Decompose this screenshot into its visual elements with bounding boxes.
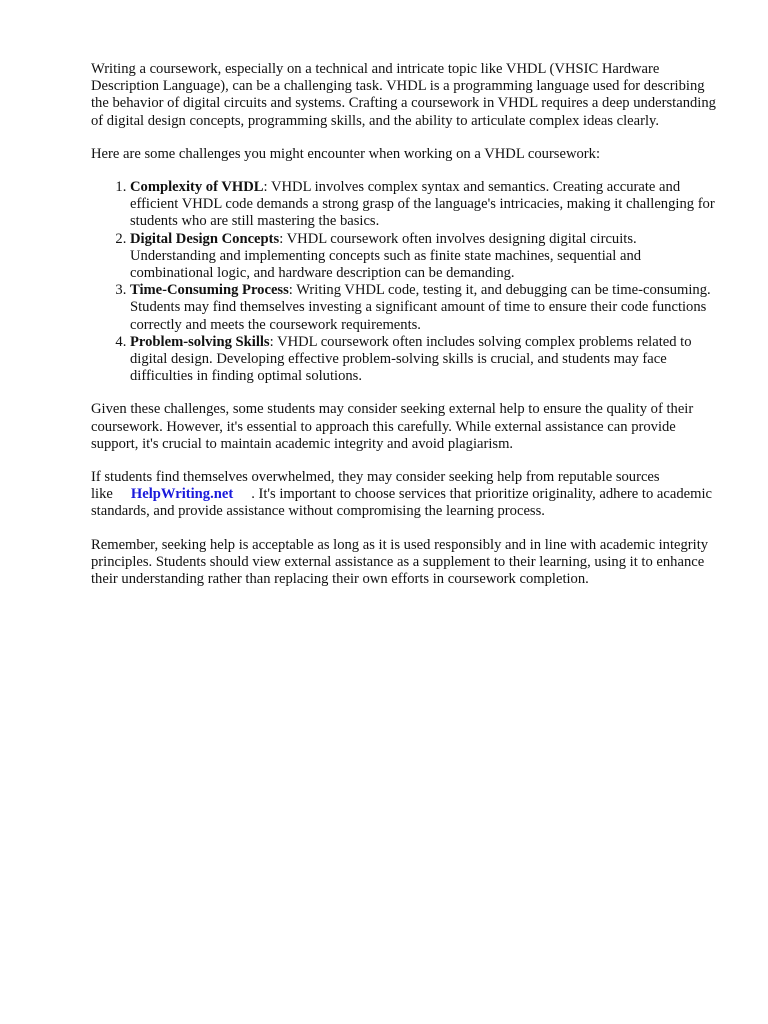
help-text-before: If students find themselves overwhelmed, they may consider seeking help from reputable sources like xyxy=(91,469,660,503)
challenge-text: : VHDL coursework often includes solving complex problems related to digital design. Developing effective problem-solving skills is crucial, and students may face difficulties in finding optimal solutions. xyxy=(130,333,692,385)
list-item xyxy=(130,282,721,334)
intro-paragraph: Writing a coursework, especially on a technical and intricate topic like VHDL (VHSIC Hardware Description Language), can be a challenging task. VHDL is a programming language used for describing the behavior of digital circuits and systems. Crafting a coursework in VHDL requires a deep understanding of digital design concepts, programming skills, and the ability to articulate complex ideas clearly. xyxy=(91,61,716,129)
document-page xyxy=(91,61,721,604)
help-text-after: . It's important to choose services that prioritize originality, adhere to academic standards, and provide assistance without compromising the learning process. xyxy=(91,486,713,520)
helpwriting-link[interactable]: HelpWriting.net xyxy=(130,486,234,503)
challenge-text: : Writing VHDL code, testing it, and debugging can be time-consuming. Students may find themselves investing a significant amount of time to ensure their code functions correctly and meets the coursework requirements. xyxy=(130,282,711,333)
list-item xyxy=(130,179,721,231)
challenge-term: Complexity of VHDL xyxy=(130,179,264,196)
list-item xyxy=(130,231,721,283)
challenge-term: Time-Consuming Process xyxy=(130,282,289,299)
challenge-text: : VHDL involves complex syntax and semantics. Creating accurate and efficient VHDL code demands a strong grasp of the language's intricacies, making it challenging for students who are still mastering the basics. xyxy=(130,179,715,230)
help-paragraph xyxy=(91,469,721,521)
challenge-text: : VHDL coursework often involves designing digital circuits. Understanding and implementing concepts such as finite state machines, sequential and combinational logic, and hardware description can be demanding. xyxy=(130,230,642,282)
list-item xyxy=(130,334,721,386)
given-paragraph: Given these challenges, some students may consider seeking external help to ensure the quality of their coursework. However, it's essential to approach this carefully. While external assistance can provide support, it's crucial to maintain academic integrity and avoid plagiarism. xyxy=(91,401,694,452)
challenges-list xyxy=(91,179,721,385)
remember-paragraph: Remember, seeking help is acceptable as long as it is used responsibly and in line with academic integrity principles. Students should view external assistance as a supplement to their learning, using it to enhance their understanding rather than replacing their own efforts in coursework completion. xyxy=(91,536,709,588)
challenges-lead-paragraph: Here are some challenges you might encounter when working on a VHDL coursework: xyxy=(91,145,601,162)
challenge-term: Problem-solving Skills xyxy=(130,333,270,350)
challenge-term: Digital Design Concepts xyxy=(130,230,280,247)
